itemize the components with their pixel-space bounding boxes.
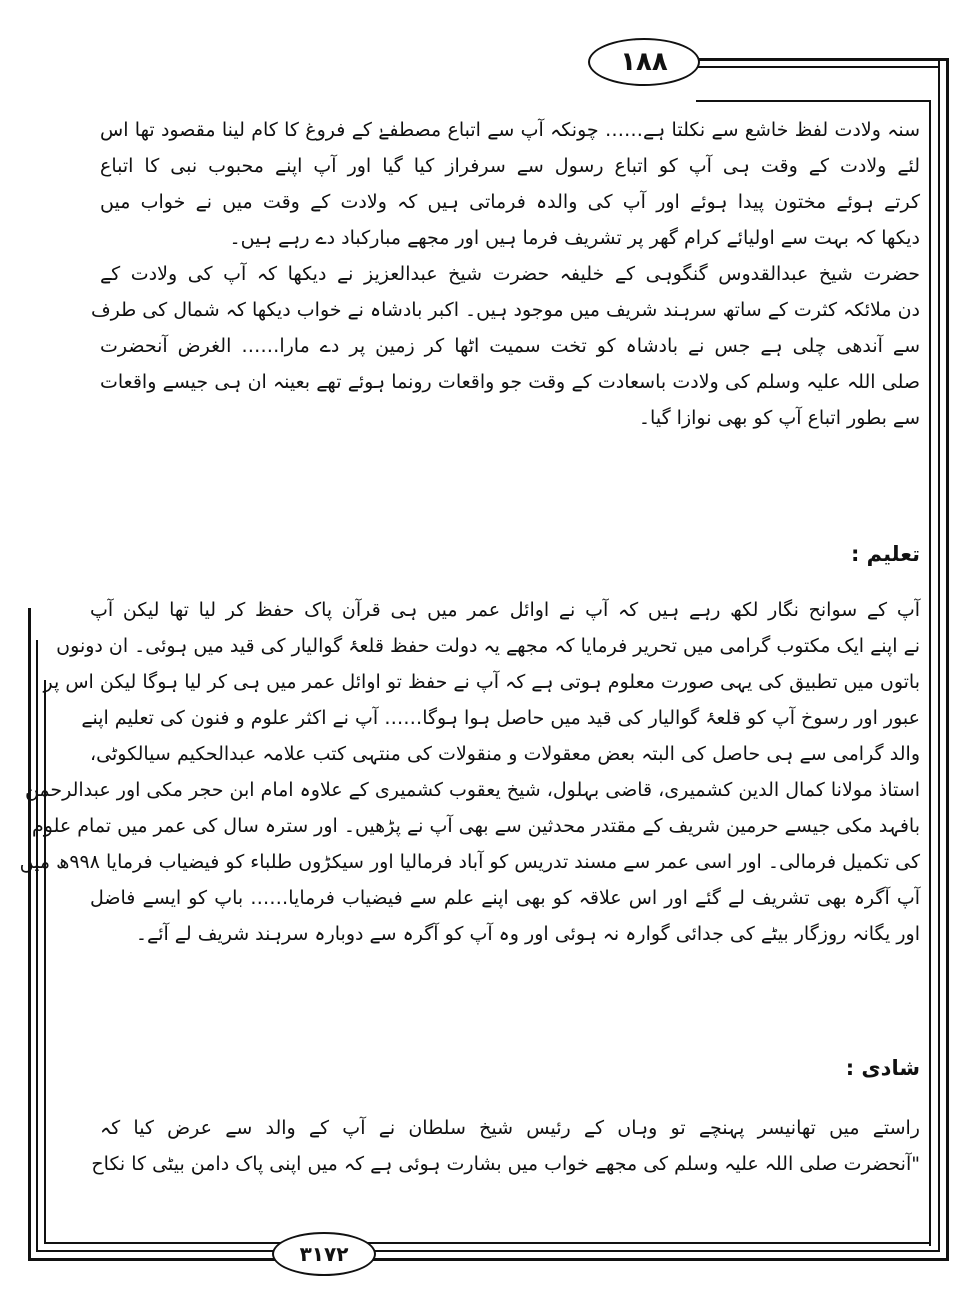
paragraph-line: استاذ مولانا کمال الدین کشمیری، قاضی بہلول، شیخ یعقوب کشمیری کے علاوہ امام ابن حجر مکی اور عبدالرحمٰن — [24, 779, 920, 801]
frame-right-inner — [938, 60, 940, 1252]
paragraph-line: والد گرامی سے ہی حاصل کی البتہ بعض معقولات و منقولات کی منتہی کتب علامہ عبدالحکیم سیالکوٹی، — [90, 743, 920, 765]
paragraph-line: آپ کے سوانح نگار لکھ رہے ہیں کہ آپ نے اوائل عمر میں ہی قرآن پاک حفظ کر لیا تھا لیکن آپ — [90, 599, 920, 621]
heading-education: تعلیم : — [850, 542, 920, 566]
section-education-body — [19, 592, 920, 952]
section-marriage — [100, 1050, 920, 1086]
section-marriage-body — [91, 1110, 920, 1182]
frame-right-third — [929, 100, 931, 1246]
heading-marriage: شادی : — [845, 1056, 920, 1080]
section-birth — [90, 112, 920, 436]
paragraph-line: حضرت شیخ عبدالقدوس گنگوہی کے خلیفہ حضرت شیخ عبدالعزیز نے دیکھا کہ آپ کی ولادت کے — [100, 263, 920, 285]
paragraph-line: راستے میں تھانیسر پہنچے تو وہاں کے رئیس شیخ سلطان نے آپ کے والد سے عرض کیا کہ — [100, 1117, 920, 1139]
paragraph-line: بافہد مکی جیسے حرمین شریف کے مقتدر محدثین سے بھی آپ نے پڑھیں۔ اور سترہ سال کی عمر میں تمام علوم — [32, 815, 920, 837]
page-number-top — [588, 38, 700, 86]
page-number-bottom — [272, 1232, 376, 1276]
paragraph-line: باتوں میں تطبیق کی یہی صورت معلوم ہوتی ہے کہ آپ نے حفظ تو اوائل عمر میں ہی کر لیا ہوگا لیکن اس پر — [43, 671, 920, 693]
frame-bottom-outer — [28, 1258, 949, 1261]
page-number-top-text: ۱۸۸ — [620, 47, 668, 77]
paragraph-line: آپ آگرہ بھی تشریف لے گئے اور اس علاقہ کو بھی اپنے علم سے فیضیاب فرمایا…… باپ کو ایسے فاضل — [90, 887, 920, 909]
paragraph-line: نے اپنے ایک مکتوب گرامی میں تحریر فرمایا کہ مجھے یہ دولت حفظ قلعۂ گوالیار کی قید میں ہوئی۔ ان دونوں — [56, 635, 920, 657]
frame-bottom-inner — [36, 1250, 940, 1252]
frame-top-outer — [696, 58, 949, 61]
paragraph-line: سے بطور اتباع آپ کو بھی نوازا گیا۔ — [638, 407, 920, 429]
frame-left-third — [44, 680, 46, 1244]
frame-top-inner — [696, 66, 940, 68]
paragraph-line: عبور اور رسوخ آپ کو قلعۂ گوالیار کی قید میں حاصل ہوا ہوگا…… آپ نے اکثر علوم و فنون کی تعلیم اپنے — [81, 707, 920, 729]
paragraph-line: کی تکمیل فرمالی۔ اور اسی عمر سے مسند تدریس کو آباد فرمالیا اور سیکڑوں طلباء کو فیضیاب فرمایا ۹۹۸ھ میں — [19, 851, 920, 873]
paragraph-line: سے آندھی چلی ہے جس نے بادشاہ کو تخت سمیت اٹھا کر زمین پر دے مارا…… الغرض آنحضرت — [100, 335, 920, 357]
frame-bottom-third — [44, 1242, 931, 1244]
paragraph-line: دیکھا کہ بہت سے اولیائے کرام گھر پر تشریف فرما ہیں اور مجھے مبارکباد دے رہے ہیں۔ — [229, 227, 920, 249]
frame-left-outer — [28, 608, 31, 1260]
frame-left-inner — [36, 640, 38, 1252]
frame-right-outer — [946, 60, 949, 1260]
paragraph-line: سنہ ولادت لفظ خاشع سے نکلتا ہے…… چونکہ آپ سے اتباع مصطفےٰ کے فروغ کا کام لینا مقصود تھا اس — [100, 119, 920, 141]
paragraph-line: اور یگانہ روزگار بیٹے کی جدائی گوارہ نہ ہوئی اور وہ آپ کو آگرہ سے دوبارہ سرہند شریف لے آئے۔ — [135, 923, 920, 945]
paragraph-line: صلی اللہ علیہ وسلم کی ولادت باسعادت کے وقت جو واقعات رونما ہوئے تھے بعینہ ان ہی جیسے واقعات — [100, 371, 920, 393]
page-number-bottom-text: ۳۱۷۲ — [299, 1242, 349, 1266]
section-education — [100, 536, 920, 572]
paragraph-line: دن ملائکہ کثرت کے ساتھ سرہند شریف میں موجود ہیں۔ اکبر بادشاہ نے خواب دیکھا کہ شمال کی طرف — [90, 299, 920, 321]
frame-top-third — [696, 100, 931, 102]
paragraph-line: "آنحضرت صلی اللہ علیہ وسلم کی مجھے خواب میں بشارت ہوئی ہے کہ میں اپنی پاک دامن بیٹی کا نکاح — [91, 1153, 920, 1175]
paragraph-line: کرتے ہوئے مختون پیدا ہوئے اور آپ کی والدہ فرماتی ہیں کہ ولادت کے وقت میں نے خواب میں — [100, 191, 920, 213]
paragraph-line: لئے ولادت کے وقت ہی آپ کو اتباع رسول سے سرفراز کیا گیا اور آپ اپنے محبوب نبی کا اتباع — [100, 155, 920, 177]
